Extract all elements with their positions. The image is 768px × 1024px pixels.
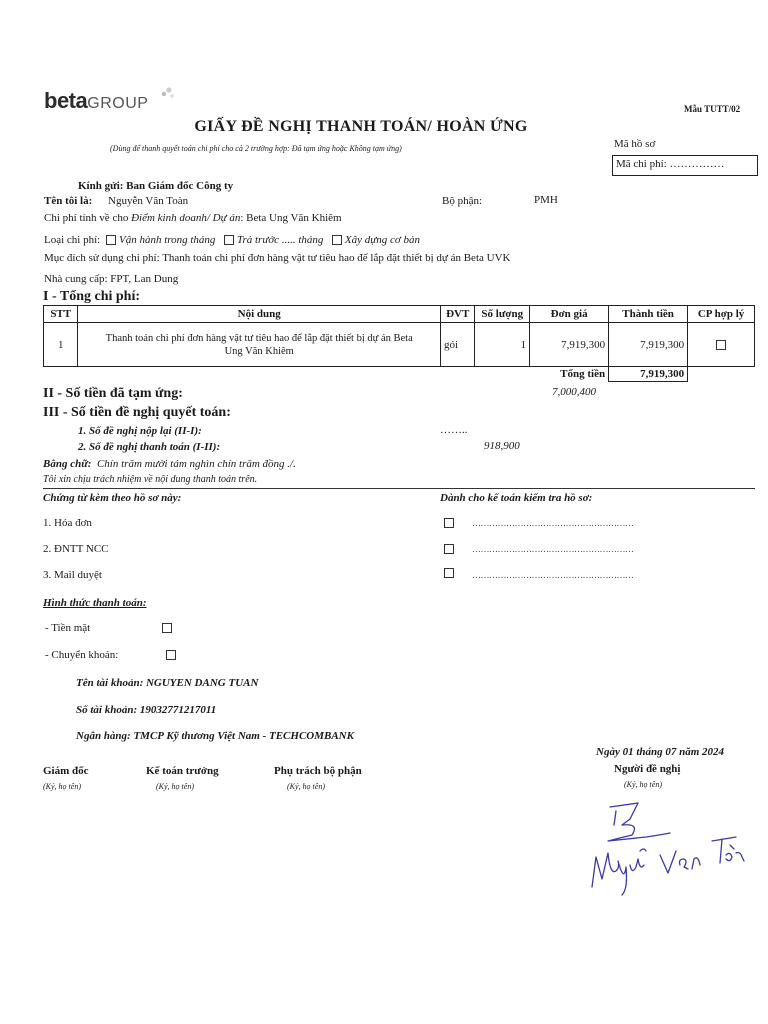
- so-tai-khoan: Số tài khoản: 19032771217011: [76, 704, 217, 716]
- bo-phan-value: PMH: [534, 194, 558, 206]
- payment-title: Hình thức thanh toán:: [43, 597, 147, 609]
- ma-ho-so-label: Mã hồ sơ: [614, 138, 656, 150]
- attachments-title: Chứng từ kèm theo hồ sơ này:: [43, 492, 182, 504]
- col-don-gia: Đơn giá: [530, 306, 609, 323]
- checkbox-dntt-ncc[interactable]: [444, 544, 454, 554]
- col-cp-hop-ly: CP hợp lý: [688, 306, 755, 323]
- checkbox-van-hanh[interactable]: [106, 235, 116, 245]
- nop-lai-label: 1. Số đề nghị nộp lại (II-I):: [78, 425, 202, 437]
- checkbox-tien-mat[interactable]: [162, 623, 172, 633]
- table-header-row: [44, 306, 755, 323]
- handwritten-signature: [580, 795, 750, 900]
- attachment-mail-duyet: 3. Mail duyệt: [43, 569, 102, 581]
- ten-toi-la-label: Tên tôi là:: [44, 195, 93, 207]
- section1-title: I - Tổng chi phí:: [43, 289, 140, 304]
- chi-phi-tinh-ve: Chi phí tính về cho Điểm kinh doanh/ Dự án: Beta Ung Văn Khiêm: [44, 212, 342, 224]
- tam-ung-value: 7,000,400: [552, 386, 596, 398]
- hoa-don-dots: …………………………………………………: [472, 518, 634, 528]
- giam-doc-ky: (Ký, họ tên): [43, 782, 81, 791]
- col-noi-dung: Nội dung: [78, 306, 441, 323]
- col-thanh-tien: Thành tiền: [609, 306, 688, 323]
- ten-tai-khoan: Tên tài khoản: NGUYEN DANG TUAN: [76, 677, 259, 689]
- checkbox-tra-truoc[interactable]: [224, 235, 234, 245]
- form-title: GIẤY ĐỀ NGHỊ THANH TOÁN/ HOÀN ỨNG: [194, 118, 528, 135]
- giam-doc-label: Giám đốc: [43, 765, 89, 777]
- total-row: Tổng tiền 7,919,300: [44, 367, 755, 382]
- table-row: 1 Thanh toán chi phí đơn hàng vật tư tiêu hao để lắp đặt thiết bị dự án Beta Ung Văn Khiêm gói 1 7,919,300 7,919,300: [44, 323, 755, 367]
- kinh-gui: Kính gửi: Ban Giám đốc Công ty: [78, 180, 234, 192]
- nha-cung-cap: Nhà cung cấp: FPT, Lan Dung: [44, 273, 179, 285]
- attachment-dntt-ncc: 2. ĐNTT NCC: [43, 543, 109, 555]
- dntt-dots: …………………………………………………: [472, 544, 634, 554]
- chuyen-khoan-label: - Chuyển khoản:: [45, 649, 119, 661]
- mail-dots: …………………………………………………: [472, 570, 634, 580]
- checkbox-chuyen-khoan[interactable]: [166, 650, 176, 660]
- form-subtitle: (Dùng để thanh quyết toán chi phí cho cả 2 trường hợp: Đã tạm ứng hoặc Không tạm ứng): [110, 144, 402, 153]
- checkbox-mail-duyet[interactable]: [444, 568, 454, 578]
- col-so-luong: Số lượng: [475, 306, 530, 323]
- checkbox-cp-hop-ly[interactable]: [716, 340, 726, 350]
- bang-chu: Bằng chữ: Chín trăm mười tám nghìn chín trăm đồng ./.: [43, 458, 296, 470]
- bo-phan-label: Bộ phận:: [442, 195, 483, 207]
- nguoi-de-nghi-ky: (Ký, họ tên): [624, 780, 662, 789]
- ma-chi-phi-label: Mã chi phí: ……………: [616, 158, 725, 170]
- col-stt: STT: [44, 306, 78, 323]
- logo-sparkle-icon: [160, 84, 176, 100]
- cam-ket: Tôi xin chịu trách nhiệm về nội dung thanh toán trên.: [43, 474, 258, 485]
- thanh-toan-label: 2. Số đề nghị thanh toán (I-II):: [78, 441, 221, 453]
- col-dvt: ĐVT: [441, 306, 475, 323]
- thanh-toan-value: 918,900: [484, 440, 520, 452]
- section3-title: III - Số tiền đề nghị quyết toán:: [43, 405, 231, 420]
- sign-date: Ngày 01 tháng 07 năm 2024: [596, 746, 725, 758]
- checkbox-hoa-don[interactable]: [444, 518, 454, 528]
- muc-dich: Mục đích sử dụng chi phí: Thanh toán chi phí đơn hàng vật tư tiêu hao để lắp đặt thiết bị dự án Beta UVK: [44, 252, 511, 264]
- section2-title: II - Số tiền đã tạm ứng:: [43, 386, 183, 401]
- ke-toan-label: Kế toán trưởng: [146, 765, 219, 777]
- ngan-hang: Ngân hàng: TMCP Kỹ thương Việt Nam - TECHCOMBANK: [76, 730, 354, 742]
- accounting-check-title: Dành cho kế toán kiểm tra hồ sơ:: [440, 492, 593, 504]
- divider: [43, 488, 755, 489]
- phu-trach-ky: (Ký, họ tên): [287, 782, 325, 791]
- attachment-hoa-don: 1. Hóa đơn: [43, 517, 92, 529]
- checkbox-xay-dung[interactable]: [332, 235, 342, 245]
- form-code: Mẫu TUTT/02: [684, 104, 741, 114]
- company-logo: betaGROUP: [44, 88, 148, 114]
- loai-chi-phi: Loại chi phí: Vận hành trong tháng Trả trước ..... tháng Xây dựng cơ bản: [44, 234, 420, 246]
- nguoi-de-nghi-label: Người đề nghị: [614, 763, 681, 775]
- ke-toan-ky: (Ký, họ tên): [156, 782, 194, 791]
- nop-lai-value: ……..: [440, 424, 468, 436]
- tien-mat-label: - Tiền mặt: [45, 622, 91, 634]
- phu-trach-label: Phụ trách bộ phận: [274, 765, 362, 777]
- cost-table: [43, 305, 755, 382]
- ten-toi-la-value: Nguyễn Văn Toàn: [108, 195, 189, 207]
